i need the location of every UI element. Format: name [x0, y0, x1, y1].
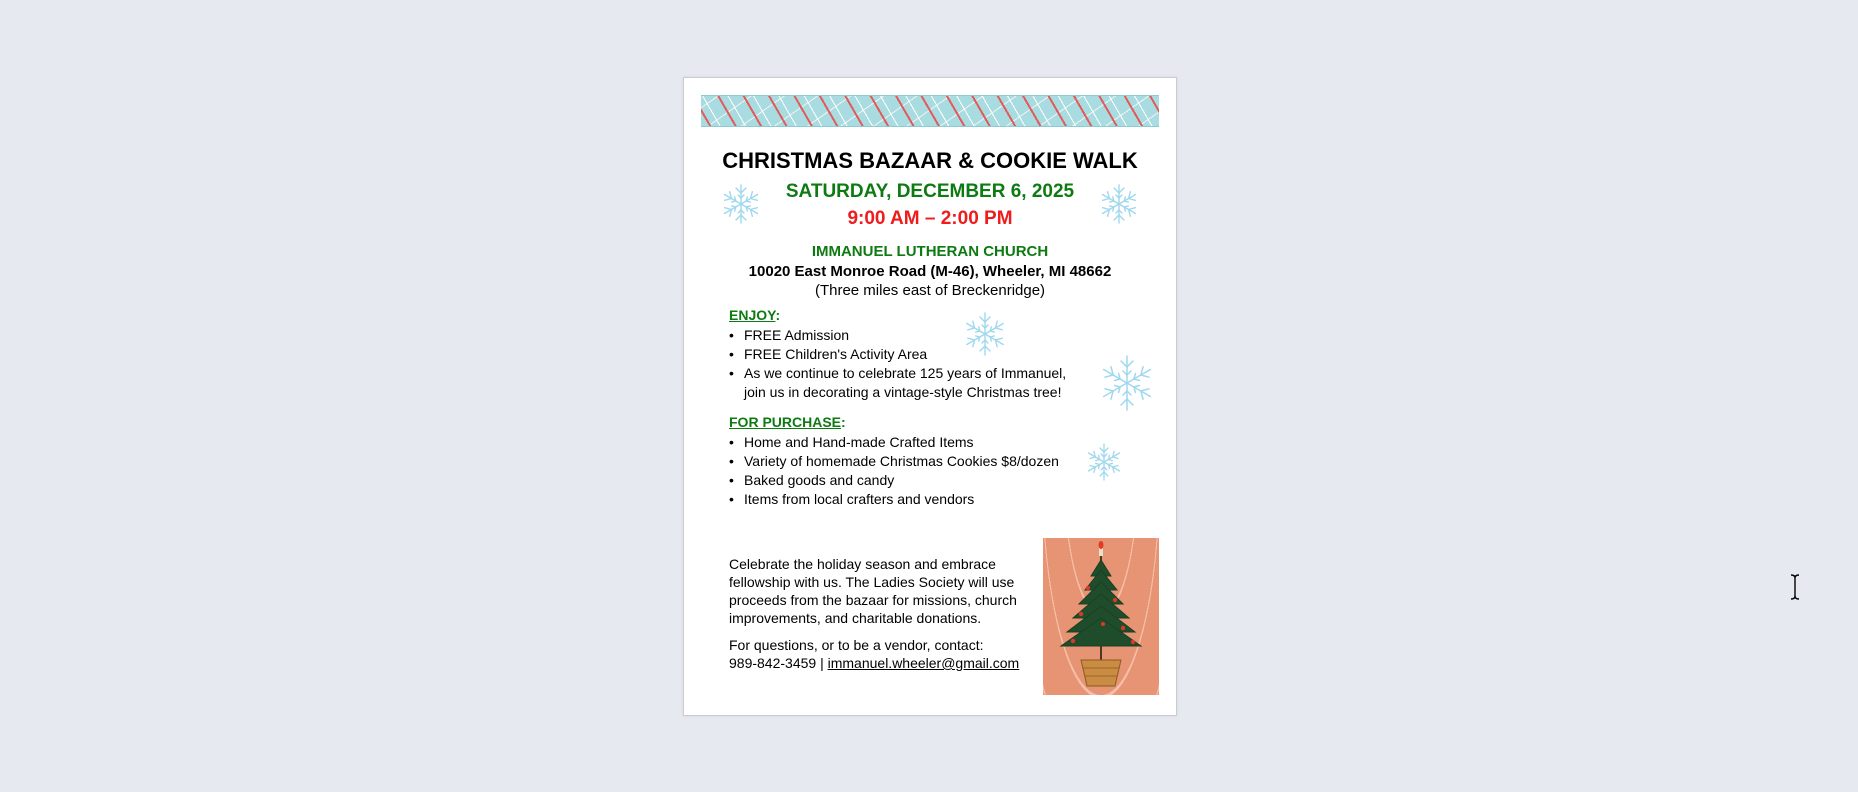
event-title: CHRISTMAS BAZAAR & COOKIE WALK [722, 148, 1138, 173]
text-cursor-icon [1789, 574, 1801, 600]
list-item: • FREE Admission [729, 326, 1109, 345]
candy-cane-banner [701, 95, 1159, 127]
purchase-heading-label: FOR PURCHASE [729, 414, 842, 430]
contact-block [729, 636, 1039, 672]
snowflake-icon [1098, 354, 1156, 412]
purchase-list [729, 433, 1109, 509]
location-note: (Three miles east of Breckenridge) [814, 282, 1046, 299]
snowflake-icon [962, 311, 1008, 357]
contact-phone: 989-842-3459 [729, 655, 817, 671]
list-item: • Variety of homemade Christmas Cookies $8/dozen [729, 452, 1109, 471]
description-text: Celebrate the holiday season and embrace fellowship with us. The Ladies Society will use proceeds from the bazaar for missions, church improvements, and charitable donations. [729, 556, 1017, 626]
list-item: • Home and Hand-made Crafted Items [729, 433, 1109, 452]
christmas-tree-image [1043, 538, 1159, 695]
list-item: • Baked goods and candy [729, 471, 1109, 490]
tree-icon [1043, 538, 1159, 695]
enjoy-list [729, 326, 1109, 402]
enjoy-heading: ENJOY: [729, 307, 781, 323]
church-address: 10020 East Monroe Road (M-46), Wheeler, MI 48662 [748, 263, 1112, 280]
snowflake-icon [720, 183, 762, 225]
contact-email-link[interactable]: immanuel.wheeler@gmail.com [827, 655, 1020, 671]
purchase-heading: FOR PURCHASE: [729, 414, 846, 430]
list-item: • FREE Children's Activity Area [729, 345, 1109, 364]
snowflake-icon [1098, 183, 1140, 225]
enjoy-heading-label: ENJOY [729, 307, 776, 323]
church-name: IMMANUEL LUTHERAN CHURCH [811, 243, 1049, 260]
event-time: 9:00 AM – 2:00 PM [847, 208, 1013, 229]
contact-separator: | [816, 655, 828, 671]
list-item: • As we continue to celebrate 125 years of Immanuel, join us in decorating a vintage-style Christmas tree! [729, 364, 1089, 402]
snowflake-icon [1084, 442, 1124, 482]
list-item: • Items from local crafters and vendors [729, 490, 1109, 509]
event-date: SATURDAY, DECEMBER 6, 2025 [785, 181, 1075, 202]
flyer-page [683, 77, 1177, 716]
contact-label: For questions, or to be a vendor, contact: [729, 637, 984, 653]
